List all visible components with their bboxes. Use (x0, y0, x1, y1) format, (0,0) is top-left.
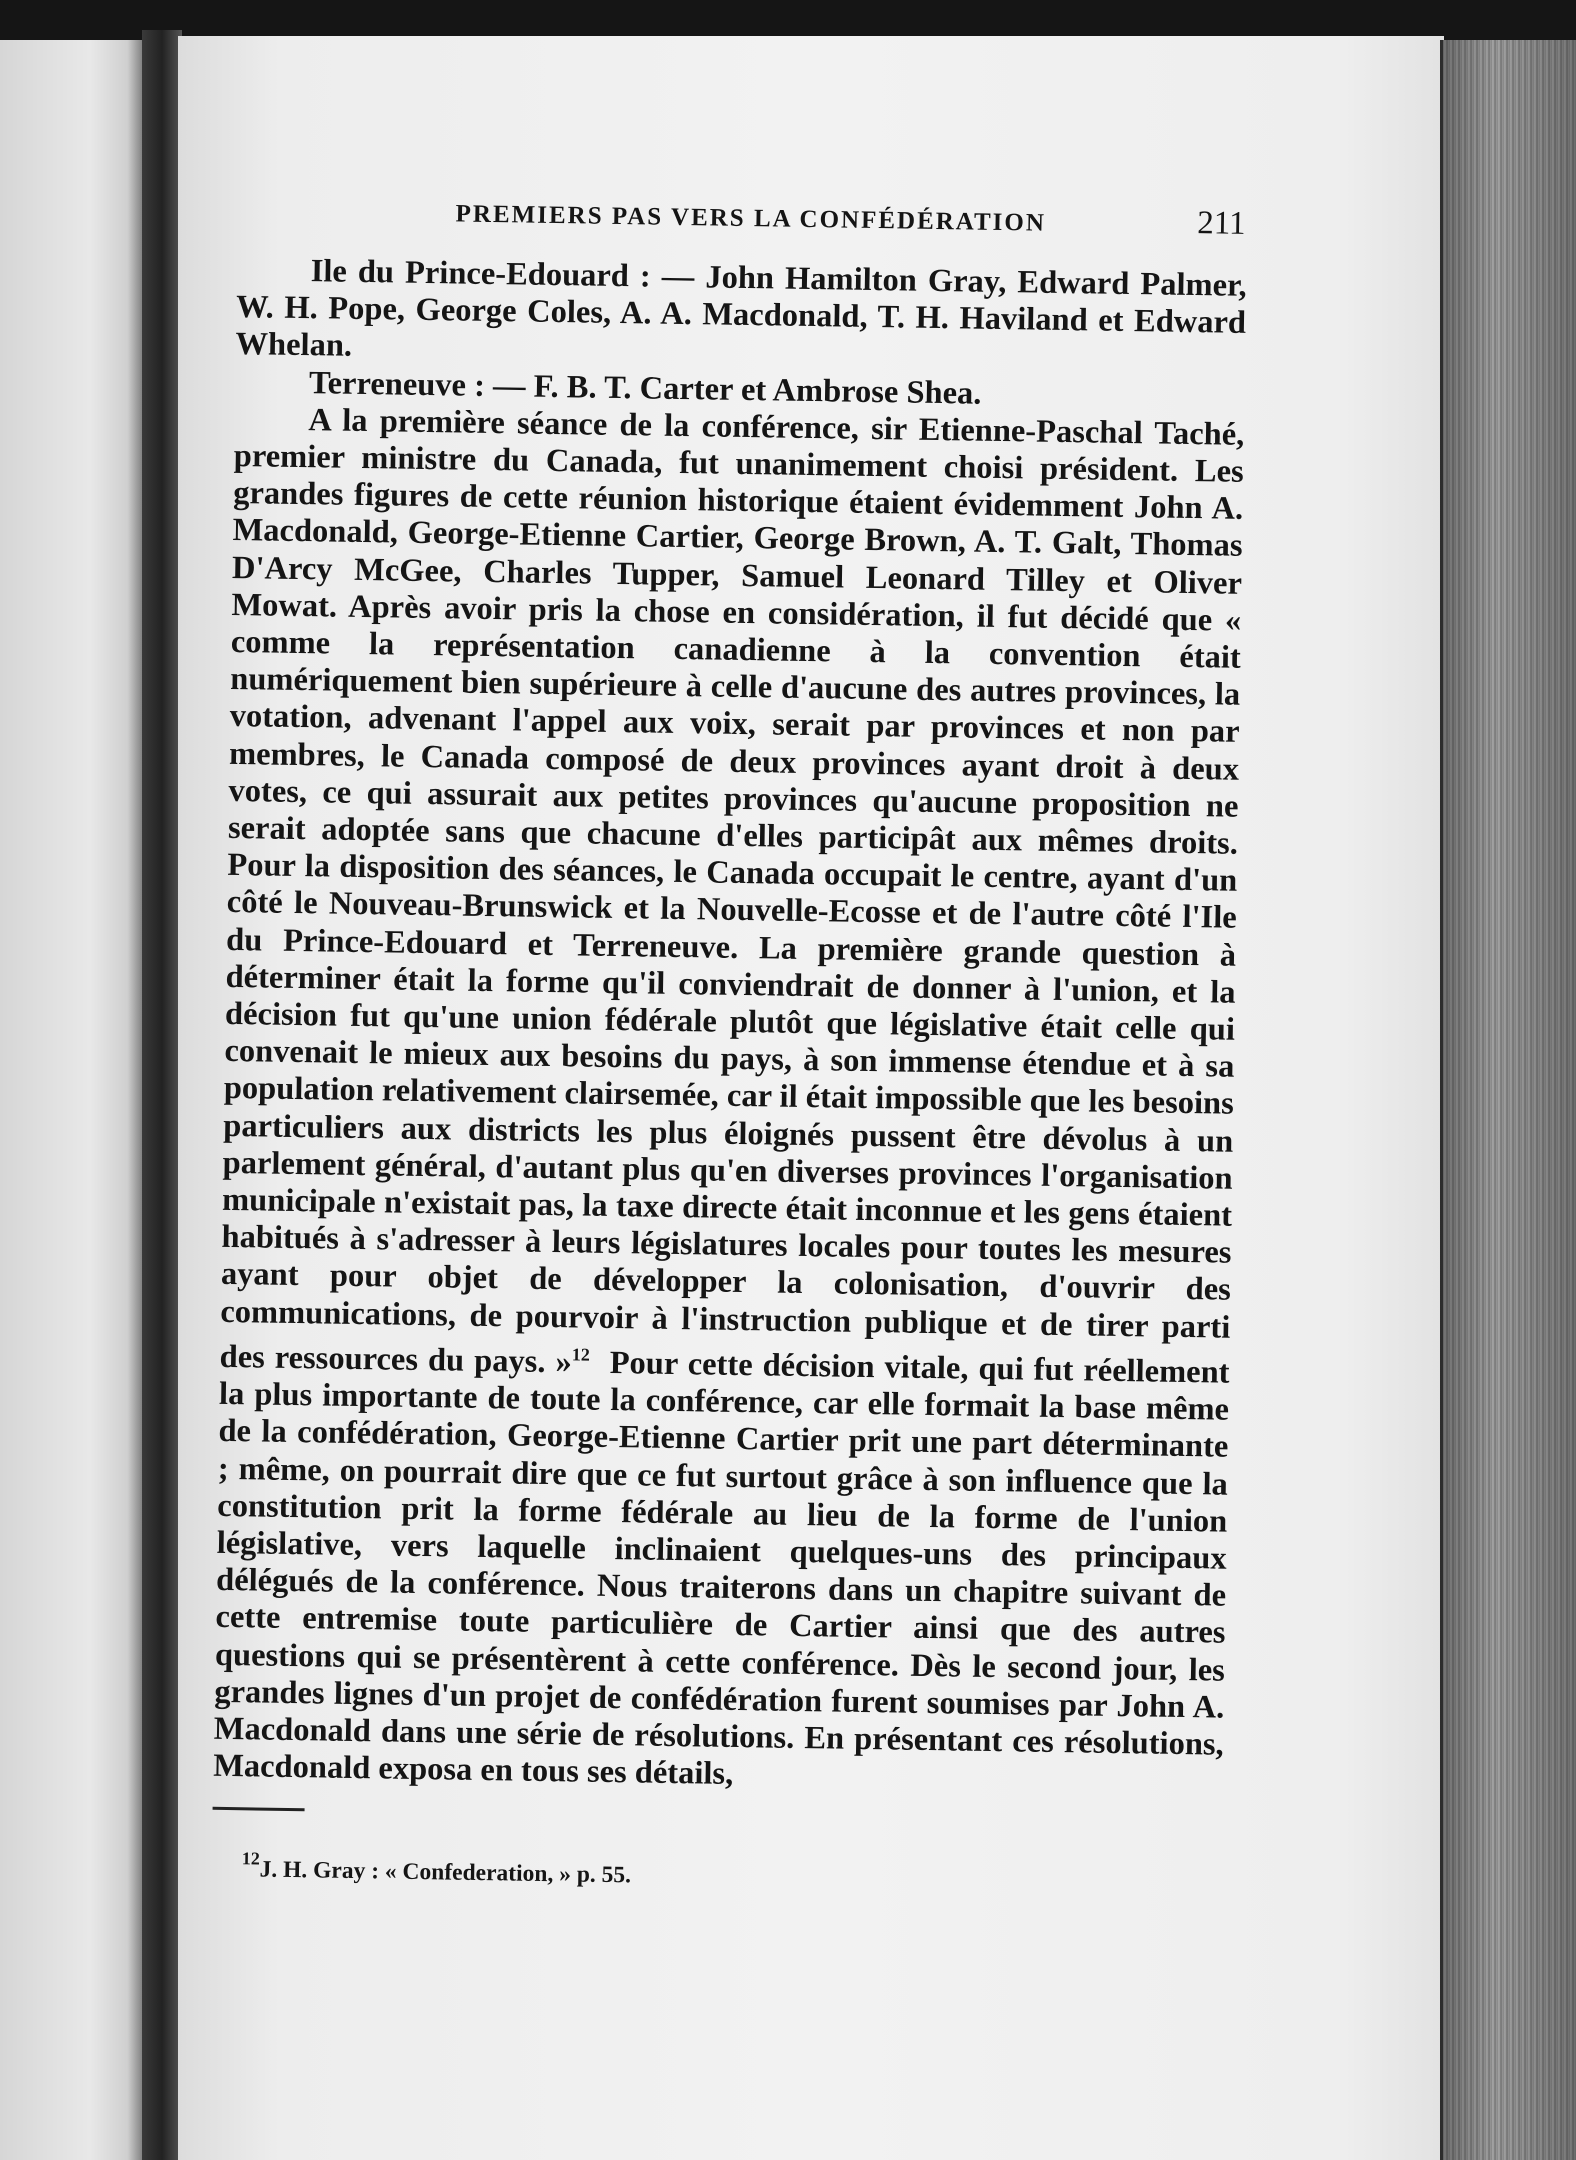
paragraph-continued-text: Pour cette décision vitale, qui fut réellement la plus importante de toute la conférence, car elle formait la base même de la confédération, George-Etienne Cartier prit une part déterminante ; même, on pourrait dire que ce fut surtout grâce à son influence que la constitution prit la forme fédérale au lieu de la forme de l'union législative, vers laquelle inclinaient quelques-uns des principaux délégués de la conférence. Nous traiterons dans un chapitre suivant de cette entremise toute particulière de Cartier ainsi que des autres questions qui se présentèrent à cette conférence. Dès le second jour, les grandes lignes d'un projet de confédération furent soumises par John A. Macdonald dans une série de résolutions. En présentant ces résolutions, Macdonald exposa en tous ses détails, (212, 1344, 1230, 1793)
footnote-reference: 12 (571, 1344, 591, 1365)
footnote-text: J. H. Gray : « Confederation, » p. 55. (259, 1856, 632, 1889)
paragraph-prince-edward-island: Ile du Prince-Edouard : — John Hamilton Gray, Edward Palmer, W. H. Pope, George Coles, A. A. Macdonald, T. H. Haviland et Edward Whelan. (235, 253, 1247, 365)
facing-page-edge (0, 40, 150, 2160)
paragraph-first-session (213, 401, 1245, 1801)
paragraph-first-session-text: A la première séance de la conférence, sir Etienne-Paschal Taché, premier ministre du Canada, fut unanimement choisi président. Les grandes figures de cette réunion historique étaient évidemment John A. Macdonald, George-Etienne Cartier, George Brown, A. T. Galt, Thomas D'Arcy McGee, Charles Tupper, Samuel Leonard Tilley et Oliver Mowat. Après avoir pris la chose en considération, il fut décidé que « comme la représentation canadienne à la convention était numériquement bien supérieure à celle d'aucune des autres provinces, la votation, advenant l'appel aux voix, serait par provinces et non par membres, le Canada composé de deux provinces ayant droit à deux votes, ce qui assurait aux petites provinces qu'aucune proposition ne serait adoptée sans que chacune d'elles participât aux mêmes droits. Pour la disposition des séances, le Canada occupait le centre, ayant d'un côté le Nouveau-Brunswick et la Nouvelle-Ecosse et de l'autre côté l'Ile du Prince-Edouard et Terreneuve. La première grande question à déterminer était la forme qu'il conviendrait de donner à l'union, et la décision fut qu'une union fédérale plutôt que législative était celle qui convenait le mieux aux besoins du pays, à son immense étendue et à sa population relativement clairsemée, car il était impossible que les besoins particuliers aux districts les plus éloignés pussent être dévolus à un parlement général, d'autant plus qu'en diverses provinces l'organisation municipale n'existait pas, la taxe directe était inconnue et les gens étaient habitués à s'adresser à leurs législatures locales pour toutes les mesures ayant pour objet de développer la colonisation, d'ouvrir des communications, de pourvoir à l'instruction publique et de tirer parti des ressources du pays. » (219, 401, 1245, 1381)
book-gutter (142, 30, 182, 2160)
running-title: PREMIERS PAS VERS LA CONFÉDÉRATION (455, 200, 1047, 237)
footnote-divider (213, 1807, 305, 1811)
paragraph-newfoundland: Terreneuve : — F. B. T. Carter et Ambrose Shea. (308, 364, 982, 412)
page-text-block (211, 190, 1247, 1899)
footnote-number: 12 (241, 1848, 260, 1869)
page-number: 211 (1197, 205, 1246, 242)
page-stack-shading (1440, 40, 1576, 2160)
